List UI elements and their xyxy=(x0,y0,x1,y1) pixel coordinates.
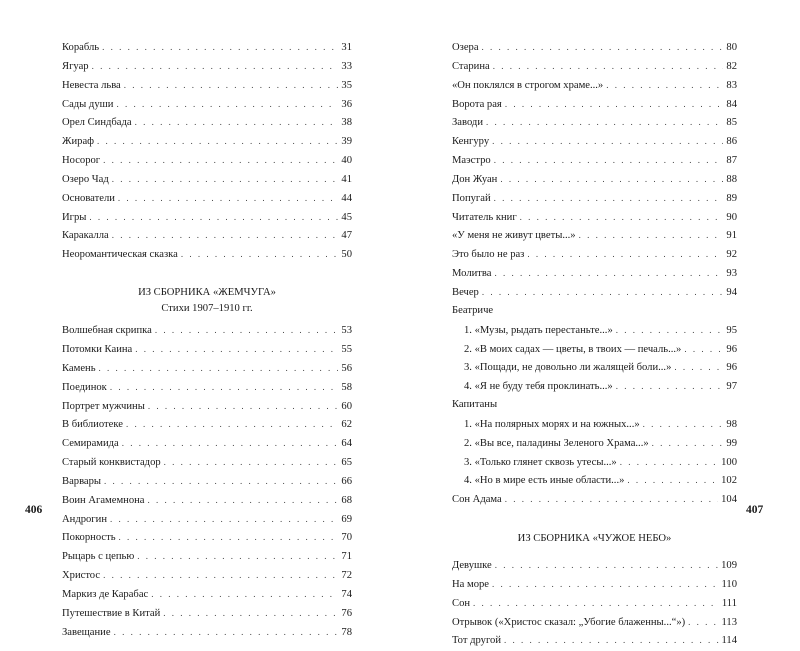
toc-entry[interactable] xyxy=(62,57,352,76)
toc-entry-page: 36 xyxy=(341,98,352,110)
toc-entry-page: 87 xyxy=(726,155,737,167)
toc-entry-page: 45 xyxy=(341,211,352,223)
toc-entry-title: Ворота рая xyxy=(452,98,502,110)
toc-entry-title: Маркиз де Карабас xyxy=(62,588,149,600)
toc-entry-page: 72 xyxy=(341,570,352,582)
toc-entry-page: 83 xyxy=(726,79,737,91)
toc-entry-title: Неоромантическая сказка xyxy=(62,249,178,261)
dot-leader xyxy=(148,397,339,416)
toc-entry-title: Это было не раз xyxy=(452,249,525,261)
toc-entry[interactable] xyxy=(452,377,737,396)
toc-entry-title: Корабль xyxy=(62,42,100,53)
toc-entry-title: Отрывок («Христос сказал: „Убогие блаженны...“») xyxy=(452,616,686,628)
dot-leader xyxy=(126,415,338,434)
toc-entry-page: 99 xyxy=(726,437,737,449)
dot-leader xyxy=(527,245,723,264)
toc-entry[interactable] xyxy=(62,170,352,189)
toc-entry-title: «Он поклялся в строгом храме...» xyxy=(452,79,604,91)
toc-entry[interactable] xyxy=(452,434,737,453)
toc-entry[interactable] xyxy=(62,566,352,585)
toc-entry-title: Поединок xyxy=(62,381,107,393)
dot-leader xyxy=(135,113,339,132)
toc-entry-title: Молитва xyxy=(452,268,492,280)
toc-heading-beatrice[interactable] xyxy=(452,302,737,321)
toc-entry-title: Покорность xyxy=(62,532,116,544)
toc-entry-title: 1. «На полярных морях и на южных...» xyxy=(464,418,640,430)
toc-entry[interactable] xyxy=(62,472,352,491)
dot-leader xyxy=(486,113,723,132)
right-toc-group2 xyxy=(452,556,737,650)
toc-entry-title: 3. «Пощади, не довольно ли жалящей боли...» xyxy=(464,362,672,374)
dot-leader xyxy=(579,226,724,245)
toc-entry[interactable] xyxy=(452,415,737,434)
dot-leader xyxy=(118,189,339,208)
dot-leader xyxy=(116,95,338,114)
dot-leader xyxy=(148,491,339,510)
toc-entry-page: 65 xyxy=(341,457,352,469)
toc-entry[interactable] xyxy=(62,189,352,208)
toc-entry-title: Каракалла xyxy=(62,230,109,242)
toc-entry-page: 84 xyxy=(726,98,737,110)
toc-entry-page: 102 xyxy=(721,475,737,487)
toc-entry[interactable] xyxy=(452,245,737,264)
toc-entry-page: 47 xyxy=(341,230,352,242)
toc-entry-page: 38 xyxy=(341,117,352,129)
toc-entry[interactable] xyxy=(452,471,737,490)
dot-leader xyxy=(110,378,339,397)
toc-entry-title: Сон xyxy=(452,597,471,609)
toc-entry[interactable] xyxy=(62,510,352,529)
toc-entry-title: Потомки Каина xyxy=(62,343,133,355)
dot-leader xyxy=(112,226,339,245)
toc-entry[interactable] xyxy=(62,321,352,340)
toc-entry-title: 4. «Я не буду тебя проклинать...» xyxy=(464,381,613,393)
toc-entry-page: 62 xyxy=(341,419,352,431)
toc-entry-title: Воин Агамемнона xyxy=(62,494,145,506)
toc-entry-page: 31 xyxy=(341,42,352,53)
toc-entry-title: Волшебная скрипка xyxy=(62,325,152,337)
toc-entry-page: 55 xyxy=(341,343,352,355)
dot-leader xyxy=(500,170,723,189)
dot-leader xyxy=(627,471,718,490)
dot-leader xyxy=(137,547,338,566)
toc-entry-page: 89 xyxy=(726,192,737,204)
toc-entry-title: Путешествие в Китай xyxy=(62,607,161,619)
toc-entry[interactable] xyxy=(62,604,352,623)
toc-entry-page: 56 xyxy=(341,362,352,374)
left-page-toc xyxy=(62,38,352,641)
toc-entry[interactable] xyxy=(452,283,737,302)
dot-leader xyxy=(505,490,718,509)
toc-entry-title: 2. «Вы все, паладины Зеленого Храма...» xyxy=(464,437,649,449)
toc-entry-page: 91 xyxy=(726,230,737,242)
toc-heading-label: Капитаны xyxy=(452,399,498,411)
toc-entry-title: «У меня не живут цветы...» xyxy=(452,230,576,242)
toc-entry-page: 97 xyxy=(726,381,737,393)
toc-entry-title: Дон Жуан xyxy=(452,173,498,185)
toc-entry[interactable] xyxy=(62,453,352,472)
toc-entry[interactable] xyxy=(452,575,737,594)
toc-entry-page: 90 xyxy=(726,211,737,223)
toc-entry-title: Христос xyxy=(62,570,101,582)
dot-leader xyxy=(492,132,723,151)
toc-entry-title: Сады души xyxy=(62,98,114,110)
toc-entry[interactable] xyxy=(62,528,352,547)
toc-entry-title: Орел Синдбада xyxy=(62,117,132,129)
toc-entry-page: 40 xyxy=(341,155,352,167)
toc-entry-title: Маэстро xyxy=(452,155,491,167)
toc-entry[interactable] xyxy=(62,208,352,227)
toc-entry[interactable] xyxy=(62,547,352,566)
toc-entry[interactable] xyxy=(452,57,737,76)
toc-entry-title: 2. «В моих садах — цветы, в твоих — печаль...» xyxy=(464,343,682,355)
toc-entry-page: 96 xyxy=(726,362,737,374)
toc-entry-title: Попугай xyxy=(452,192,491,204)
toc-entry-title: Андрогин xyxy=(62,513,107,525)
toc-entry-title: Заводи xyxy=(452,117,483,129)
toc-entry-title: Кенгуру xyxy=(452,136,490,148)
toc-heading-label: Беатриче xyxy=(452,304,494,316)
toc-entry[interactable] xyxy=(62,76,352,95)
dot-leader xyxy=(103,151,338,170)
toc-entry-page: 111 xyxy=(721,597,737,609)
dot-leader xyxy=(99,359,339,378)
toc-entry-page: 98 xyxy=(726,418,737,430)
toc-entry[interactable] xyxy=(452,594,737,613)
toc-entry[interactable] xyxy=(62,359,352,378)
dot-leader xyxy=(482,283,724,302)
toc-entry-page: 86 xyxy=(726,136,737,148)
left-toc-group2 xyxy=(62,321,352,641)
right-page-toc xyxy=(452,38,737,650)
spacer xyxy=(452,509,737,531)
toc-entry[interactable] xyxy=(62,151,352,170)
dot-leader xyxy=(181,245,339,264)
toc-entry[interactable] xyxy=(452,226,737,245)
toc-entry-title: В библиотеке xyxy=(62,419,123,431)
right-toc-group1 xyxy=(452,38,737,302)
dot-leader xyxy=(151,585,338,604)
dot-leader xyxy=(155,321,339,340)
dot-leader xyxy=(135,340,338,359)
toc-entry-page: 104 xyxy=(721,494,737,506)
dot-leader xyxy=(620,453,718,472)
toc-entry[interactable] xyxy=(62,38,352,57)
toc-heading-captains[interactable] xyxy=(452,396,737,415)
dot-leader xyxy=(684,340,723,359)
dot-leader xyxy=(102,38,338,57)
dot-leader xyxy=(110,510,338,529)
toc-entry[interactable] xyxy=(62,491,352,510)
toc-entry[interactable] xyxy=(62,378,352,397)
toc-entry-page: 50 xyxy=(341,249,352,261)
toc-entry-title: Ягуар xyxy=(62,60,89,72)
toc-entry[interactable] xyxy=(452,76,737,95)
toc-entry-title: Девушке xyxy=(452,560,492,572)
toc-entry-title: На море xyxy=(452,578,490,590)
toc-entry-title: Жираф xyxy=(62,136,95,148)
toc-entry-page: 66 xyxy=(341,475,352,487)
toc-entry-page: 76 xyxy=(341,607,352,619)
spacer xyxy=(62,264,352,285)
toc-entry-title: 1. «Музы, рыдать перестаньте...» xyxy=(464,324,613,336)
dot-leader xyxy=(504,631,718,650)
toc-entry[interactable] xyxy=(452,358,737,377)
dot-leader xyxy=(493,57,724,76)
toc-entry-page: 85 xyxy=(726,117,737,129)
toc-entry-page: 80 xyxy=(726,42,737,53)
captains-subentries xyxy=(452,415,737,490)
toc-entry[interactable] xyxy=(452,95,737,114)
toc-entry-page: 82 xyxy=(726,60,737,72)
toc-entry-page: 100 xyxy=(721,456,737,468)
dot-leader xyxy=(164,453,339,472)
toc-entry[interactable] xyxy=(62,245,352,264)
toc-entry[interactable] xyxy=(62,434,352,453)
toc-entry-title: Вечер xyxy=(452,286,479,298)
toc-entry-page: 114 xyxy=(721,635,737,647)
toc-entry-title: Носорог xyxy=(62,155,101,167)
toc-entry[interactable] xyxy=(62,226,352,245)
dot-leader xyxy=(674,358,723,377)
toc-entry-title: Варвары xyxy=(62,475,102,487)
toc-entry-page: 41 xyxy=(341,173,352,185)
left-toc-group1 xyxy=(62,38,352,264)
dot-leader xyxy=(114,623,339,642)
toc-entry[interactable] xyxy=(62,95,352,114)
toc-entry[interactable] xyxy=(452,132,737,151)
toc-entry[interactable] xyxy=(452,208,737,227)
dot-leader xyxy=(492,575,718,594)
section-subheading-years: Стихи 1907–1910 гг. xyxy=(161,303,253,315)
dot-leader xyxy=(495,556,718,575)
right-toc-after-captains xyxy=(452,490,737,509)
toc-entry-title: 3. «Только глянет сквозь утесы...» xyxy=(464,456,617,468)
dot-leader xyxy=(616,321,724,340)
toc-entry[interactable] xyxy=(452,113,737,132)
toc-entry-title: Семирамида xyxy=(62,438,119,450)
toc-entry-page: 33 xyxy=(341,60,352,72)
toc-entry[interactable] xyxy=(62,132,352,151)
toc-entry[interactable] xyxy=(62,623,352,642)
toc-entry-page: 70 xyxy=(341,532,352,544)
dot-leader xyxy=(473,594,719,613)
toc-entry-page: 71 xyxy=(341,551,352,563)
toc-entry-title: Читатель книг xyxy=(452,211,517,223)
toc-entry-title: 4. «Но в мире есть иные области...» xyxy=(464,475,625,487)
dot-leader xyxy=(652,434,724,453)
toc-entry-title: Невеста льва xyxy=(62,79,121,91)
dot-leader xyxy=(122,434,339,453)
toc-entry-title: Старина xyxy=(452,60,490,72)
toc-entry-page: 109 xyxy=(721,560,737,572)
toc-entry[interactable] xyxy=(452,264,737,283)
toc-entry-page: 113 xyxy=(721,616,737,628)
toc-entry-page: 74 xyxy=(341,588,352,600)
dot-leader xyxy=(119,528,339,547)
toc-entry-title: Озеро Чад xyxy=(62,173,109,185)
toc-entry-page: 58 xyxy=(341,381,352,393)
dot-leader xyxy=(494,189,724,208)
toc-entry-title: Портрет мужчины xyxy=(62,400,145,412)
toc-entry-title: Тот другой xyxy=(452,635,502,647)
toc-entry-title: Завещание xyxy=(62,626,111,638)
toc-entry[interactable] xyxy=(62,415,352,434)
section-heading-chuzhoe-nebo: ИЗ СБОРНИКА «ЧУЖОЕ НЕБО» xyxy=(517,533,672,545)
spacer xyxy=(452,547,737,556)
toc-entry-page: 78 xyxy=(341,626,352,638)
toc-entry-page: 95 xyxy=(726,324,737,336)
toc-entry[interactable] xyxy=(452,340,737,359)
dot-leader xyxy=(482,38,724,57)
beatrice-subentries xyxy=(452,321,737,396)
toc-entry[interactable] xyxy=(452,490,737,509)
dot-leader xyxy=(688,613,718,632)
dot-leader xyxy=(89,208,338,227)
toc-entry-page: 92 xyxy=(726,249,737,261)
toc-entry[interactable] xyxy=(452,556,737,575)
toc-entry-page: 68 xyxy=(341,494,352,506)
toc-entry-page: 96 xyxy=(726,343,737,355)
toc-entry[interactable] xyxy=(62,585,352,604)
toc-entry-title: Сон Адама xyxy=(452,494,502,506)
dot-leader xyxy=(92,57,339,76)
dot-leader xyxy=(520,208,724,227)
toc-entry-title: Озера xyxy=(452,42,479,53)
toc-entry[interactable] xyxy=(452,170,737,189)
toc-entry-title: Рыцарь с цепью xyxy=(62,551,135,563)
dot-leader xyxy=(124,76,339,95)
section-heading-zhemchuga: ИЗ СБОРНИКА «ЖЕМЧУГА» xyxy=(138,287,276,299)
toc-entry-title: Камень xyxy=(62,362,96,374)
toc-entry-page: 60 xyxy=(341,400,352,412)
toc-entry-page: 64 xyxy=(341,438,352,450)
toc-entry-title: Старый конквистадор xyxy=(62,457,161,469)
toc-entry-page: 93 xyxy=(726,268,737,280)
dot-leader xyxy=(103,566,338,585)
toc-entry-page: 69 xyxy=(341,513,352,525)
toc-entry-page: 110 xyxy=(721,578,737,590)
toc-entry[interactable] xyxy=(452,189,737,208)
toc-entry-page: 94 xyxy=(726,286,737,298)
dot-leader xyxy=(112,170,339,189)
toc-entry[interactable] xyxy=(452,38,737,57)
toc-entry-page: 88 xyxy=(726,173,737,185)
dot-leader xyxy=(494,264,723,283)
toc-entry[interactable] xyxy=(452,321,737,340)
dot-leader xyxy=(505,95,724,114)
toc-entry[interactable] xyxy=(62,397,352,416)
toc-entry-page: 53 xyxy=(341,325,352,337)
toc-entry[interactable] xyxy=(452,453,737,472)
toc-entry[interactable] xyxy=(452,613,737,632)
toc-entry-title: Основатели xyxy=(62,192,115,204)
toc-entry-title: Игры xyxy=(62,211,87,223)
toc-entry[interactable] xyxy=(62,340,352,359)
toc-entry[interactable] xyxy=(452,631,737,650)
dot-leader xyxy=(97,132,338,151)
dot-leader xyxy=(163,604,338,623)
left-page-number: 406 xyxy=(25,504,43,516)
dot-leader xyxy=(643,415,724,434)
dot-leader xyxy=(104,472,338,491)
toc-entry-page: 35 xyxy=(341,79,352,91)
dot-leader xyxy=(494,151,724,170)
toc-entry-page: 44 xyxy=(341,192,352,204)
toc-entry[interactable] xyxy=(452,151,737,170)
dot-leader xyxy=(606,76,723,95)
dot-leader xyxy=(616,377,724,396)
toc-entry-page: 39 xyxy=(341,136,352,148)
right-page-number: 407 xyxy=(746,504,764,516)
toc-entry[interactable] xyxy=(62,113,352,132)
